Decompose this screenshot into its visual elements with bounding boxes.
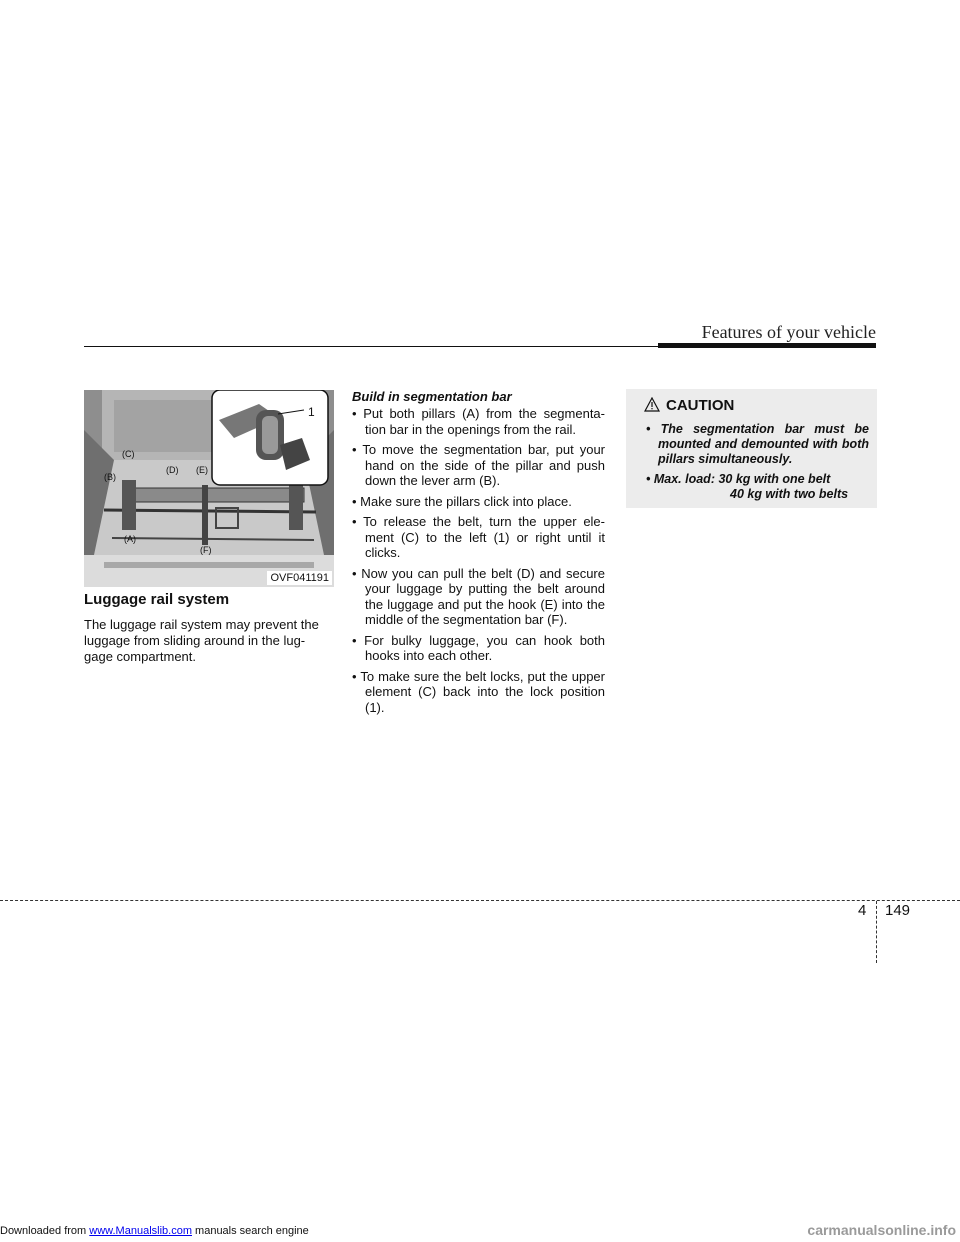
figure-code: OVF041191: [267, 571, 332, 585]
step-item: • Make sure the pillars click into place.: [352, 494, 605, 510]
segmentation-bar-steps: [352, 406, 605, 720]
site-watermark: carmanualsonline.info: [807, 1222, 956, 1238]
warning-triangle-icon: [644, 397, 660, 416]
luggage-rail-figure: [84, 390, 334, 587]
luggage-rail-heading: Luggage rail system: [84, 591, 230, 608]
download-notice: [0, 1225, 309, 1237]
luggage-compartment-illustration: [84, 390, 334, 587]
callout-c: (C): [122, 449, 135, 459]
step-item: • For bulky luggage, you can hook both hooks into each other.: [352, 633, 605, 664]
footer-rule: [0, 900, 960, 901]
callout-f: (F): [200, 545, 212, 555]
callout-d: (D): [166, 465, 179, 475]
caution-list: [636, 422, 869, 507]
step-item: • Now you can pull the belt (D) and secure your luggage by putting the belt around the luggage and put the hook (E) into the middle of the segmentation bar (F).: [352, 566, 605, 628]
header-rule-accent: [658, 343, 876, 348]
caution-box: [626, 389, 877, 508]
callout-a: (A): [124, 534, 136, 544]
step-item: • To move the segmentation bar, put your hand on the side of the pillar and push down the lever arm (B).: [352, 442, 605, 489]
segmentation-bar-heading: Build in segmentation bar: [352, 389, 512, 404]
luggage-rail-intro: The luggage rail system may prevent the luggage from sliding around in the lug- gage compartment.: [84, 617, 319, 664]
section-title: Features of your vehicle: [701, 322, 876, 342]
chapter-number: 4: [858, 902, 867, 919]
callout-b: (B): [104, 472, 116, 482]
step-item: • To release the belt, turn the upper ele- ment (C) to the left (1) or right until it clicks.: [352, 514, 605, 561]
download-prefix: Downloaded from: [0, 1225, 90, 1237]
callout-1: 1: [308, 405, 315, 419]
download-suffix: manuals search engine: [191, 1225, 309, 1237]
manualslib-link[interactable]: www.Manualslib.com: [89, 1225, 192, 1237]
step-item: • Put both pillars (A) from the segmenta- tion bar in the openings from the rail.: [352, 406, 605, 437]
page-number: 149: [885, 902, 911, 919]
caution-item: [636, 472, 869, 502]
caution-title: CAUTION: [666, 397, 735, 414]
caution-heading: [644, 397, 734, 416]
footer-divider: [876, 901, 877, 963]
callout-e: (E): [196, 465, 208, 475]
step-item: • To make sure the belt locks, put the upper element (C) back into the lock position (1).: [352, 669, 605, 716]
caution-load-one-belt: Max. load: 30 kg with one belt: [653, 472, 831, 486]
caution-item: • The segmentation bar must be mounted and demounted with both pillars simultaneously.: [636, 422, 869, 467]
caution-load-two-belts: 40 kg with two belts: [730, 487, 849, 501]
